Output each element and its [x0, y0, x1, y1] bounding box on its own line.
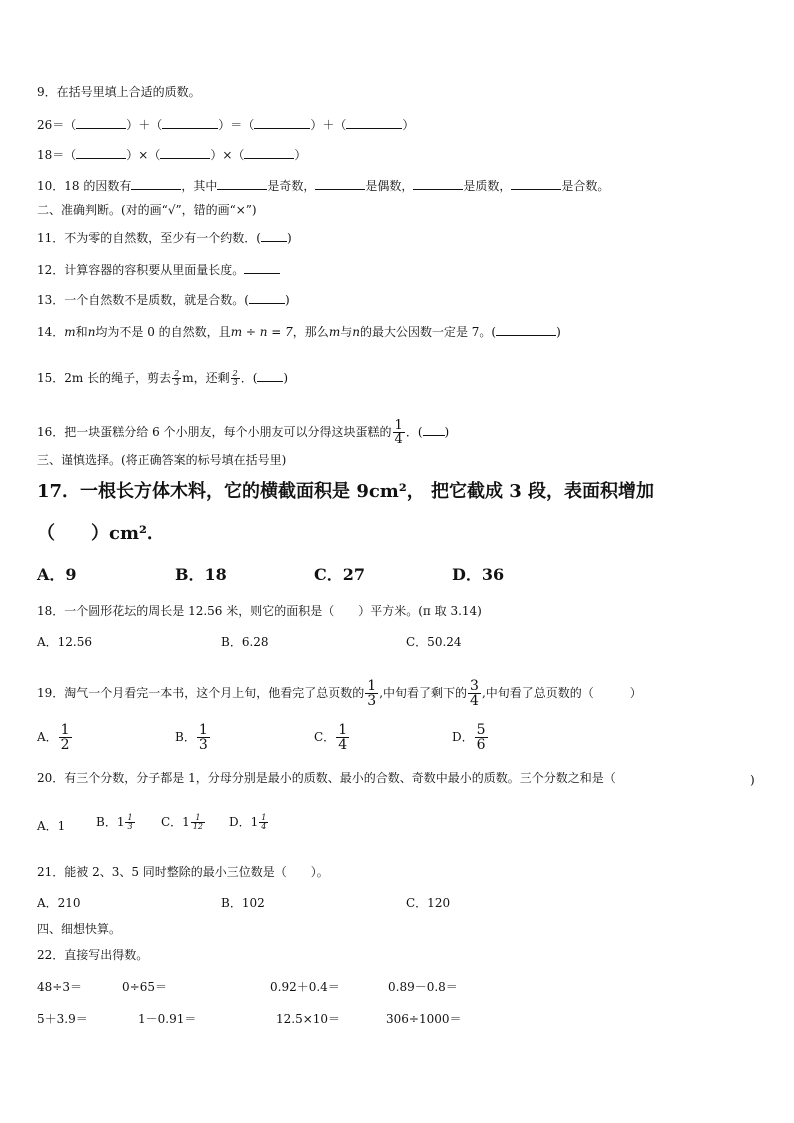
q9-eq2-part: ）×（ — [126, 148, 161, 162]
q20-close-paren: ) — [750, 773, 755, 787]
option-label: C．1 — [161, 815, 190, 829]
q10-part: 是偶数， — [365, 179, 414, 193]
fraction — [125, 814, 134, 831]
q10-part: 是奇数， — [267, 179, 316, 193]
option-label: C． — [314, 730, 336, 744]
answer-blank[interactable] — [254, 116, 310, 129]
fraction — [197, 723, 210, 752]
numerator: 3 — [470, 678, 479, 694]
calc-item: 12.5×10＝ — [276, 1012, 341, 1026]
fraction — [365, 679, 378, 708]
q12 — [37, 261, 280, 278]
option-label: B．1 — [96, 815, 125, 829]
q17-line-1: 17．一根长方体木料，它的横截面积是 9cm²， 把它截成 3 段，表面积增加 — [37, 481, 655, 502]
answer-blank[interactable] — [244, 146, 294, 159]
q21-option-a[interactable]: A．210 — [37, 896, 81, 910]
denominator: 4 — [470, 693, 479, 709]
section-2-heading: 二、准确判断。(对的画“√”，错的画“×”) — [37, 203, 257, 217]
q20-option-a[interactable] — [37, 818, 65, 834]
q14-close: ) — [556, 325, 561, 339]
q9-equation-1 — [37, 116, 414, 133]
q19-option-c[interactable] — [314, 723, 350, 752]
q9-equation-2 — [37, 146, 306, 163]
answer-blank[interactable] — [249, 291, 285, 304]
option-label: A．1 — [37, 819, 66, 833]
answer-blank[interactable] — [346, 116, 402, 129]
answer-blank[interactable] — [496, 323, 556, 336]
numerator: 2 — [174, 369, 180, 378]
fraction — [336, 723, 349, 752]
fraction — [475, 723, 488, 752]
q14-number: 14． — [37, 325, 65, 339]
q14-text: ，那么 — [292, 325, 329, 339]
calc-item: 0.92＋0.4＝ — [270, 980, 340, 994]
q18: 18．一个圆形花坛的周长是 12.56 米，则它的面积是（ ）平方米。(π 取 3.14) — [37, 604, 482, 618]
numerator: 1 — [60, 722, 70, 738]
q13-close: ) — [284, 293, 290, 307]
q9-eq1-part: 26＝（ — [37, 118, 77, 132]
q14-expression: m ÷ n = 7 — [230, 325, 293, 339]
answer-blank[interactable] — [261, 229, 287, 242]
q18-option-c[interactable]: C．50.24 — [406, 635, 462, 649]
fraction — [172, 370, 181, 387]
q10-part: 10．18 的因数有 — [37, 179, 132, 193]
option-label: A． — [37, 730, 58, 744]
q18-option-a[interactable]: A．12.56 — [37, 635, 93, 649]
answer-blank[interactable] — [257, 369, 283, 382]
numerator: 1 — [394, 418, 403, 433]
q13-text: 13．一个自然数不是质数，就是合数。( — [37, 293, 249, 307]
numerator: 5 — [476, 722, 486, 738]
q9-eq1-part: ）＋（ — [126, 118, 163, 132]
answer-blank[interactable] — [131, 177, 181, 190]
answer-blank[interactable] — [160, 146, 210, 159]
q16 — [37, 419, 449, 446]
q9-eq1-part: ）＋（ — [310, 118, 347, 132]
q19-text: 19．淘气一个月看完一本书，这个月上旬，他看完了总页数的 — [37, 686, 365, 700]
answer-blank[interactable] — [162, 116, 218, 129]
q19-option-b[interactable] — [175, 723, 211, 752]
q19-option-a[interactable] — [37, 723, 73, 752]
q20-option-b[interactable] — [96, 814, 136, 831]
q21: 21．能被 2、3、5 同时整除的最小三位数是（ ）。 — [37, 865, 329, 879]
section-3-heading: 三、谨慎选择。(将正确答案的标号填在括号里) — [37, 453, 287, 467]
answer-blank[interactable] — [76, 146, 126, 159]
q15 — [37, 369, 288, 387]
q11 — [37, 229, 292, 246]
fraction — [468, 679, 481, 708]
var-n: n — [87, 325, 96, 339]
q14 — [37, 323, 561, 340]
calc-item: 0.89－0.8＝ — [388, 980, 458, 994]
denominator: 12 — [192, 822, 204, 831]
q14-text: 与 — [340, 325, 353, 339]
calc-item: 5＋3.9＝ — [37, 1012, 88, 1026]
q14-text: 和 — [75, 325, 88, 339]
q11-text: 11．不为零的自然数，至少有一个约数．( — [37, 231, 261, 245]
fraction — [393, 419, 405, 446]
q10 — [37, 177, 609, 194]
q14-text: 均为不是 0 的自然数，且 — [95, 325, 231, 339]
q17-option-a[interactable]: A．9 — [37, 565, 77, 584]
var-n: n — [352, 325, 360, 339]
q19-option-d[interactable] — [452, 723, 489, 752]
q18-option-b[interactable]: B．6.28 — [221, 635, 269, 649]
answer-blank[interactable] — [315, 177, 365, 190]
denominator: 3 — [232, 378, 238, 387]
q9-eq1-part: ） — [402, 118, 415, 132]
numerator: 1 — [127, 813, 133, 822]
answer-blank[interactable] — [423, 423, 445, 436]
fraction — [259, 814, 268, 831]
section-4-heading: 四、细想快算。 — [37, 922, 122, 936]
q19 — [37, 679, 642, 708]
q17-option-b[interactable]: B．18 — [175, 565, 227, 584]
q13 — [37, 291, 290, 308]
numerator: 1 — [191, 814, 205, 823]
q22-title: 22．直接写出得数。 — [37, 948, 149, 962]
q17-option-c[interactable]: C．27 — [314, 565, 366, 584]
q20-option-c[interactable] — [161, 814, 206, 831]
fraction — [191, 814, 205, 831]
var-m: m — [328, 325, 341, 339]
calc-item: 1－0.91＝ — [138, 1012, 197, 1026]
q20-option-d[interactable] — [229, 814, 269, 831]
calc-item: 0÷65＝ — [122, 980, 167, 994]
fraction — [231, 370, 240, 387]
fraction — [59, 723, 72, 752]
answer-blank[interactable] — [217, 177, 267, 190]
q20: 20．有三个分数，分子都是 1，分母分别是最小的质数、最小的合数、奇数中最小的质数。三个分数之和是（ — [37, 771, 616, 785]
denominator: 4 — [261, 822, 267, 831]
q14-text: 的最大公因数一定是 7。( — [359, 325, 497, 339]
denominator: 3 — [174, 378, 180, 387]
option-label: B． — [175, 730, 196, 744]
var-m: m — [64, 325, 76, 339]
answer-blank[interactable] — [244, 261, 280, 274]
q10-part: 是质数， — [463, 179, 512, 193]
q9-title: 9．在括号里填上合适的质数。 — [37, 85, 201, 99]
denominator: 3 — [127, 822, 133, 831]
denominator: 6 — [476, 737, 486, 753]
q10-part: 是合数。 — [561, 179, 610, 193]
calc-item: 48÷3＝ — [37, 980, 82, 994]
q9-eq1-part: ）＝（ — [218, 118, 255, 132]
q15-text: 15．2m 长的绳子，剪去 — [37, 371, 172, 385]
denominator: 4 — [338, 737, 348, 753]
q12-text: 12．计算容器的容积要从里面量长度。 — [37, 263, 245, 277]
q9-eq2-part: 18＝（ — [37, 148, 77, 162]
q11-close: ) — [286, 231, 292, 245]
q16-text: ．( — [405, 425, 423, 439]
q15-close: ) — [283, 371, 289, 385]
q15-text: m，还剩 — [182, 371, 230, 385]
q21-option-c[interactable]: C．120 — [406, 896, 451, 910]
q16-text: 16．把一块蛋糕分给 6 个小朋友，每个小朋友可以分得这块蛋糕的 — [37, 425, 392, 439]
q19-text: ,中旬看了总页数的（ ） — [481, 686, 642, 700]
numerator: 2 — [232, 369, 238, 378]
q21-option-b[interactable]: B．102 — [221, 896, 265, 910]
q17-option-d[interactable]: D．36 — [452, 565, 505, 584]
answer-blank[interactable] — [511, 177, 561, 190]
q16-close: ) — [444, 425, 450, 439]
numerator: 1 — [338, 722, 348, 738]
q19-text: ,中旬看了剩下的 — [379, 686, 468, 700]
q15-text: ．( — [240, 371, 258, 385]
option-label: D． — [452, 730, 474, 744]
numerator: 1 — [367, 678, 377, 694]
option-label: D．1 — [229, 815, 259, 829]
denominator: 2 — [60, 737, 70, 753]
q17-line-2: （ ）cm²． — [37, 523, 165, 544]
numerator: 1 — [261, 813, 267, 822]
q9-eq2-part: ） — [294, 148, 307, 162]
answer-blank[interactable] — [76, 116, 126, 129]
numerator: 1 — [198, 722, 208, 738]
answer-blank[interactable] — [413, 177, 463, 190]
q9-eq2-part: ）×（ — [210, 148, 245, 162]
denominator: 4 — [394, 432, 403, 447]
q10-part: ，其中 — [181, 179, 218, 193]
calc-item: 306÷1000＝ — [386, 1012, 462, 1026]
denominator: 3 — [367, 693, 377, 709]
denominator: 3 — [198, 737, 208, 753]
